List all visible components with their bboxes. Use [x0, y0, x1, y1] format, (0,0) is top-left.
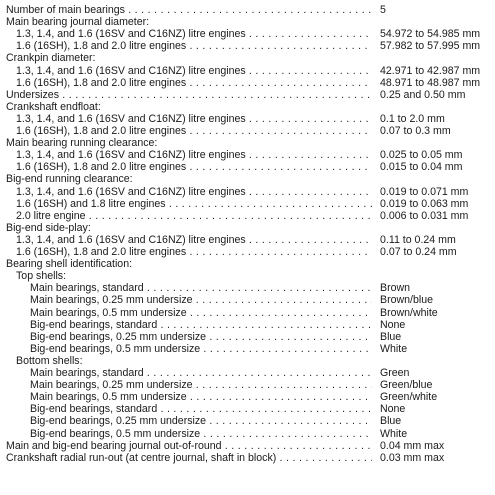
spec-label: Big-end bearings, 0.5 mm undersize . . .: [30, 428, 372, 440]
spec-row: [0, 222, 495, 234]
spec-row: [0, 161, 495, 173]
spec-value: Brown/blue: [380, 294, 433, 307]
spec-row: [0, 198, 495, 210]
spec-row: [0, 391, 495, 403]
spec-row: [0, 258, 495, 270]
spec-label: 1.6 (16SH), 1.8 and 2.0 litre engines . . .: [16, 246, 372, 258]
spec-row: [0, 113, 495, 125]
spec-row: [0, 294, 495, 306]
spec-row: [0, 343, 495, 355]
spec-label: 1.3, 1.4, and 1.6 (16SV and C16NZ) litre engines . . .: [16, 113, 372, 125]
spec-label: Main bearings, standard . . .: [30, 367, 372, 379]
section-heading: Top shells:: [16, 270, 67, 283]
spec-label: 1.6 (16SH), 1.8 and 2.0 litre engines . . .: [16, 161, 372, 173]
spec-value: 0.04 mm max: [380, 439, 445, 452]
spec-value: White: [380, 427, 408, 440]
spec-value: Brown: [380, 282, 411, 295]
spec-row: [0, 40, 495, 52]
spec-value: 0.019 to 0.063 mm: [380, 197, 469, 210]
spec-label: 1.3, 1.4, and 1.6 (16SV and C16NZ) litre engines . . .: [16, 186, 372, 198]
spec-row: [0, 234, 495, 246]
spec-value: 0.25 and 0.50 mm: [380, 88, 466, 101]
spec-row: [0, 307, 495, 319]
spec-row: [0, 403, 495, 415]
spec-row: [0, 173, 495, 185]
spec-label: Main bearings, standard . . .: [30, 282, 372, 294]
spec-row: [0, 65, 495, 77]
spec-row: [0, 355, 495, 367]
spec-value: 0.07 to 0.24 mm: [380, 246, 457, 258]
spec-value: 42.971 to 42.987 mm: [380, 64, 481, 77]
spec-label: 1.6 (16SH), 1.8 and 2.0 litre engines . . .: [16, 40, 372, 52]
spec-value: 57.982 to 57.995 mm: [380, 40, 481, 53]
spec-label: 1.3, 1.4, and 1.6 (16SV and C16NZ) litre engines . . .: [16, 28, 372, 40]
section-heading: Bottom shells:: [16, 354, 83, 367]
spec-value: Brown/white: [380, 306, 438, 319]
spec-row: [0, 379, 495, 391]
spec-label: 1.6 (16SH) and 1.8 litre engines . . .: [16, 198, 372, 210]
spec-row: [0, 28, 495, 40]
spec-label: Number of main bearings . . .: [6, 4, 372, 16]
spec-value: White: [380, 342, 408, 355]
spec-label: Main bearings, 0.25 mm undersize . . .: [30, 379, 372, 391]
spec-row: [0, 415, 495, 427]
spec-value: Green/blue: [380, 379, 433, 392]
section-heading: Crankshaft endfloat:: [6, 100, 101, 113]
spec-value: 0.03 mm max: [380, 451, 445, 464]
spec-value: Blue: [380, 415, 402, 428]
spec-row: [0, 137, 495, 149]
spec-label: 1.3, 1.4, and 1.6 (16SV and C16NZ) litre engines . . .: [16, 234, 372, 246]
spec-label: Main bearings, 0.5 mm undersize . . .: [30, 307, 372, 319]
spec-value: None: [380, 318, 406, 331]
spec-row: [0, 101, 495, 113]
spec-label: Main bearings, 0.25 mm undersize . . .: [30, 294, 372, 306]
spec-value: 54.972 to 54.985 mm: [380, 28, 481, 41]
spec-label: Big-end bearings, standard . . .: [30, 403, 372, 415]
spec-value: 0.07 to 0.3 mm: [380, 125, 451, 137]
spec-value: 0.019 to 0.071 mm: [380, 185, 469, 198]
spec-row: [0, 331, 495, 343]
spec-label: Big-end bearings, 0.25 mm undersize . . .: [30, 415, 372, 427]
spec-value: 48.971 to 48.987 mm: [380, 76, 481, 89]
spec-row: [0, 210, 495, 222]
spec-label: 1.3, 1.4, and 1.6 (16SV and C16NZ) litre engines . . .: [16, 149, 372, 161]
spec-label: Crankshaft radial run-out (at centre journal, shaft in block) . . .: [6, 452, 372, 464]
spec-row: [0, 77, 495, 89]
spec-row: [0, 186, 495, 198]
spec-label: Big-end bearings, 0.5 mm undersize . . .: [30, 343, 372, 355]
spec-label: Big-end bearings, standard . . .: [30, 319, 372, 331]
spec-row: [0, 89, 495, 101]
spec-value: 5: [380, 4, 386, 16]
spec-value: 0.1 to 2.0 mm: [380, 112, 445, 125]
spec-row: [0, 282, 495, 294]
spec-row: [0, 4, 495, 16]
spec-row: [0, 452, 495, 464]
spec-row: [0, 319, 495, 331]
spec-value: 0.015 to 0.04 mm: [380, 161, 463, 174]
spec-row: [0, 270, 495, 282]
spec-value: Green/white: [380, 391, 438, 404]
section-heading: Main bearing journal diameter:: [6, 16, 150, 29]
section-heading: Big-end running clearance:: [6, 173, 133, 186]
spec-value: None: [380, 403, 406, 416]
spec-value: Blue: [380, 330, 402, 343]
spec-row: [0, 440, 495, 452]
spec-label: 2.0 litre engine . . .: [16, 210, 372, 222]
section-heading: Main bearing running clearance:: [6, 137, 158, 150]
spec-row: [0, 149, 495, 161]
spec-label: 1.6 (16SH), 1.8 and 2.0 litre engines . . .: [16, 77, 372, 89]
spec-label: Big-end bearings, 0.25 mm undersize . . .: [30, 331, 372, 343]
spec-label: 1.6 (16SH), 1.8 and 2.0 litre engines . . .: [16, 125, 372, 137]
spec-value: 0.025 to 0.05 mm: [380, 149, 463, 162]
spec-value: 0.006 to 0.031 mm: [380, 209, 469, 222]
spec-row: [0, 125, 495, 137]
spec-row: [0, 367, 495, 379]
spec-label: Main and big-end bearing journal out-of-round . . .: [6, 440, 372, 452]
section-heading: Crankpin diameter:: [6, 52, 96, 65]
spec-row: [0, 52, 495, 64]
spec-row: [0, 16, 495, 28]
spec-row: [0, 246, 495, 258]
spec-value: 0.11 to 0.24 mm: [380, 233, 456, 246]
spec-row: [0, 428, 495, 440]
section-heading: Big-end side-play:: [6, 221, 91, 234]
section-heading: Bearing shell identification:: [6, 258, 133, 271]
spec-label: 1.3, 1.4, and 1.6 (16SV and C16NZ) litre engines . . .: [16, 65, 372, 77]
spec-label: Undersizes . . .: [6, 89, 372, 101]
spec-label: Main bearings, 0.5 mm undersize . . .: [30, 391, 372, 403]
spec-value: Green: [380, 367, 410, 379]
